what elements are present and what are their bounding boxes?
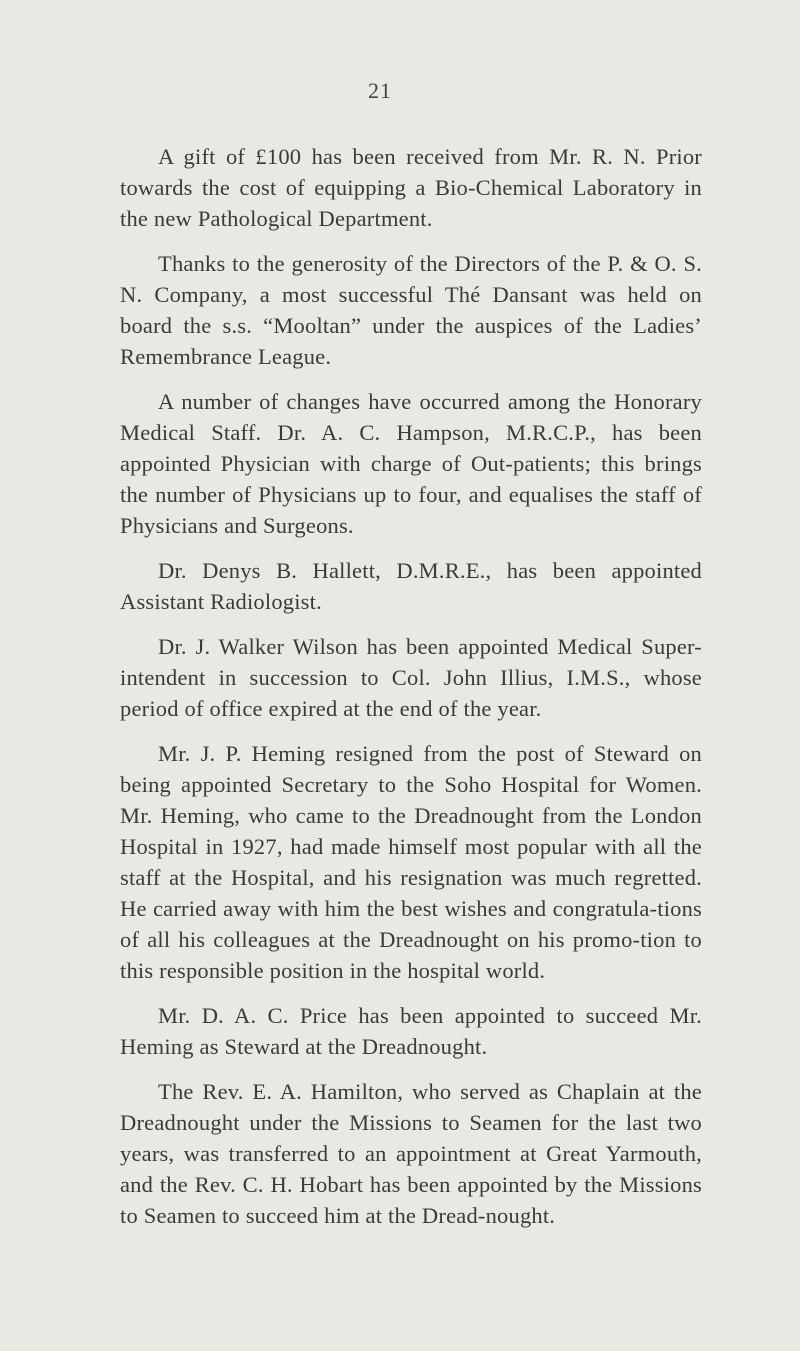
- page-number: 21: [368, 78, 392, 103]
- paragraph-new-steward: Mr. D. A. C. Price has been appointed to succeed Mr. Heming as Steward at the Dreadnought.: [120, 1003, 702, 1059]
- paragraph-superintendent: Dr. J. Walker Wilson has been appointed Medical Super-intendent in succession to Col. John Illius, I.M.S., whose period of office expired at the end of the year.: [120, 634, 702, 721]
- paragraph-medical-staff-changes: A number of changes have occurred among the Honorary Medical Staff. Dr. A. C. Hampson, M.R.C.P., has been appointed Physician with charge of Out-patients; this brings the number of Physicians up to four, and equalises the staff of Physicians and Surgeons.: [120, 389, 702, 538]
- paragraph-the-dansant: Thanks to the generosity of the Directors of the P. & O. S. N. Company, a most successful Thé Dansant was held on board the s.s. “Mooltan” under the auspices of the Ladies’ Remembrance League.: [120, 251, 702, 369]
- paragraph-gift: A gift of £100 has been received from Mr. R. N. Prior towards the cost of equipping a Bio-Chemical Laboratory in the new Pathological Department.: [120, 144, 702, 231]
- document-body: [120, 141, 702, 1231]
- paragraph-chaplain: The Rev. E. A. Hamilton, who served as Chaplain at the Dreadnought under the Missions to Seamen for the last two years, was transferred to an appointment at Great Yarmouth, and the Rev. C. H. Hobart has been appointed by the Missions to Seamen to succeed him at the Dread-nought.: [120, 1079, 702, 1228]
- paragraph-steward-resignation: Mr. J. P. Heming resigned from the post of Steward on being appointed Secretary to the Soho Hospital for Women. Mr. Heming, who came to the Dreadnought from the London Hospital in 1927, had made himself most popular with all the staff at the Hospital, and his resignation was much regretted. He carried away with him the best wishes and congratula-tions of all his colleagues at the Dreadnought on his promo-tion to this responsible position in the hospital world.: [120, 741, 702, 983]
- paragraph-radiologist: Dr. Denys B. Hallett, D.M.R.E., has been appointed Assistant Radiologist.: [120, 558, 702, 614]
